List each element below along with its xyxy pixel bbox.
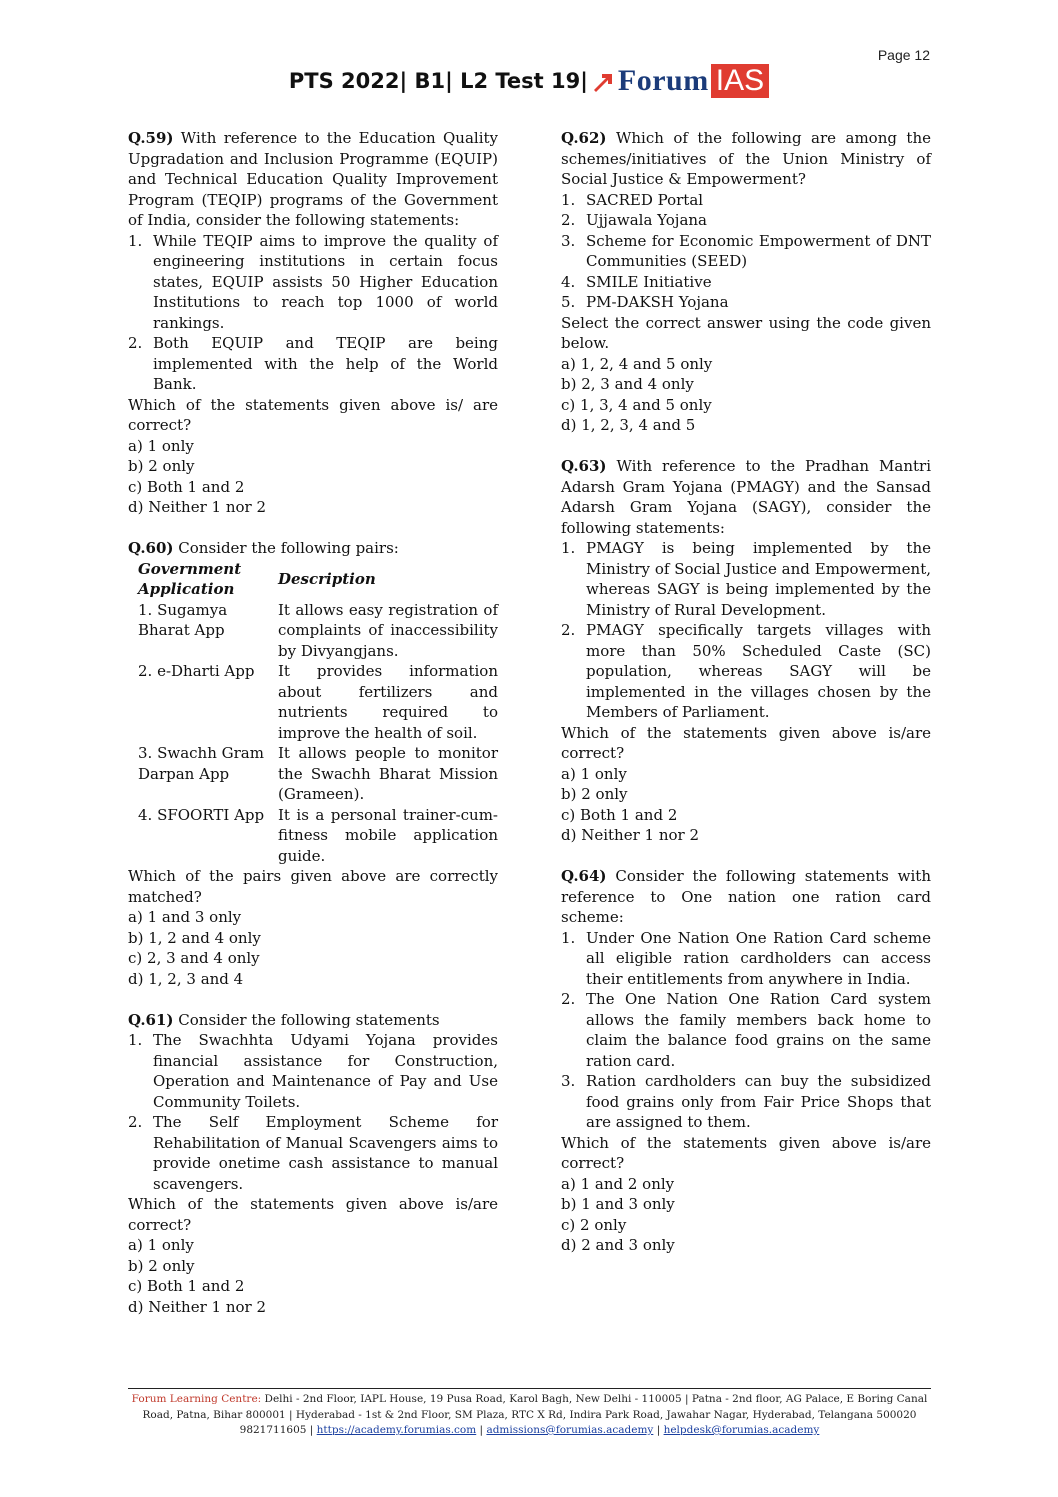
question-stem: With reference to the Pradhan Mantri Adarsh Gram Yojana (PMAGY) and the Sansad Adarsh Gram Yojana (SAGY), consider the following statements:: [561, 457, 931, 537]
column-header-application: Government Application: [138, 559, 242, 598]
left-column: [128, 128, 498, 1338]
admissions-email-link[interactable]: admissions@forumias.academy: [486, 1424, 654, 1436]
option-a: a) 1, 2, 4 and 5 only: [561, 354, 713, 373]
column-header-description: Description: [278, 569, 376, 588]
page-number: Page 12: [877, 47, 930, 63]
question-number: Q.62): [561, 129, 607, 147]
footer-label: Forum Learning Centre:: [131, 1393, 262, 1405]
option-b: b) 2 only: [128, 1256, 195, 1275]
statement-list: [128, 231, 498, 395]
question-ask: Which of the statements given above is/ are correct?: [128, 395, 498, 434]
option-c: c) 2, 3 and 4 only: [128, 949, 260, 967]
list-item: 2. The Self Employment Scheme for Rehabilitation of Manual Scavengers aims to provide onetime cash assistance to manual scavengers.: [128, 1113, 498, 1193]
list-item: 1. PMAGY is being implemented by the Ministry of Social Justice and Empowerment, whereas SAGY is being implemented by the Ministry of Rural Development.: [561, 539, 931, 619]
table-header-row: [128, 559, 498, 600]
statement-list: [561, 538, 931, 723]
list-item: 2. Both EQUIP and TEQIP are being implemented with the help of the World Bank.: [128, 334, 498, 393]
page-footer: Forum Learning Centre: Delhi - 2nd Floor, IAPL House, 19 Pusa Road, Karol Bagh, New Delhi - 110005 | Patna - 2nd floor, AG Palace, E Boring Canal Road, Patna, Bihar 800001 | Hyderabad - 1st & 2nd Floor, SM Plaza, RTC X Rd, Indira Park Road, Jawahar Nagar, Hyderabad, Telangana 500020 9821711605 | https://academy.forumias.com | admissions@forumias.academy | helpdesk@forumias.academy: [128, 1388, 931, 1439]
list-item: 4. SMILE Initiative: [561, 272, 712, 291]
option-c: c) Both 1 and 2: [128, 1277, 245, 1295]
footer-address: Delhi - 2nd Floor, IAPL House, 19 Pusa Road, Karol Bagh, New Delhi - 110005 | Patna - 2nd floor, AG Palace, E Boring Canal Road, Patna, Bihar 800001 | Hyderabad - 1st & 2nd Floor, SM Plaza, RTC X Rd, Indira Park Road, Jawahar Nagar, Hyderabad, Telangana 500020: [142, 1393, 928, 1421]
question-ask: Which of the statements given above is/are correct?: [128, 1195, 498, 1234]
question-59: [128, 128, 498, 518]
option-a: a) 1 and 3 only: [128, 908, 242, 926]
question-64: [561, 866, 931, 1256]
option-a: a) 1 only: [128, 1236, 194, 1254]
table-row: 4. SFOORTI App It is a personal trainer-cum-fitness mobile application guide.: [138, 805, 498, 865]
question-stem: Which of the following are among the schemes/initiatives of the Union Ministry of Social Justice & Empowerment?: [561, 129, 931, 188]
question-ask: Select the correct answer using the code given below.: [561, 313, 931, 352]
option-d: d) 2 and 3 only: [561, 1236, 675, 1254]
list-item: 2. PMAGY specifically targets villages with more than 50% Scheduled Caste (SC) population, whereas SAGY will be implemented in the villages chosen by the Members of Parliament.: [561, 621, 931, 721]
list-item: 2. The One Nation One Ration Card system allows the family members back home to claim the balance food grains on the same ration card.: [561, 990, 931, 1070]
list-item: 1. SACRED Portal: [561, 190, 704, 209]
list-item: 2. Ujjawala Yojana: [561, 211, 708, 229]
test-title: PTS 2022| B1| L2 Test 19|: [288, 69, 588, 93]
logo-ias-text: IAS: [711, 64, 769, 98]
table-row: 2. e-Dharti App It provides information about fertilizers and nutrients required to improve the health of soil.: [138, 662, 498, 742]
academy-link[interactable]: https://academy.forumias.com: [316, 1424, 477, 1436]
question-61: [128, 1010, 498, 1318]
footer-phone: 9821711605 |: [239, 1424, 317, 1436]
question-stem: With reference to the Education Quality Upgradation and Inclusion Programme (EQUIP) and Technical Education Quality Improvement Program (TEQIP) programs of the Government of India, consider the following statements:: [128, 129, 498, 229]
question-number: Q.64): [561, 867, 607, 885]
list-item: 5. PM-DAKSH Yojana: [561, 293, 729, 311]
option-b: b) 1 and 3 only: [561, 1195, 675, 1213]
helpdesk-email-link[interactable]: helpdesk@forumias.academy: [663, 1424, 820, 1436]
option-b: b) 2 only: [128, 457, 195, 475]
question-ask: Which of the pairs given above are correctly matched?: [128, 867, 498, 906]
option-a: a) 1 only: [561, 764, 627, 783]
page-header: [0, 64, 1058, 98]
list-item: 3. Scheme for Economic Empowerment of DNT Communities (SEED): [561, 231, 931, 270]
option-b: b) 2 only: [561, 785, 628, 803]
forumias-logo: [592, 64, 769, 98]
option-a: a) 1 and 2 only: [561, 1174, 675, 1193]
statement-list: [561, 928, 931, 1133]
list-item: 1. While TEQIP aims to improve the quality of engineering institutions in certain focus states, EQUIP assists 50 Higher Education Institutions to reach top 1000 of world rankings.: [128, 231, 498, 332]
question-60: [128, 538, 498, 989]
table-row: 3. Swachh Gram Darpan App It allows people to monitor the Swachh Bharat Mission (Grameen).: [138, 744, 498, 803]
question-ask: Which of the statements given above is/are correct?: [561, 1133, 931, 1172]
list-item: 3. Ration cardholders can buy the subsidized food grains only from Fair Price Shops that are assigned to them.: [561, 1072, 931, 1131]
pairs-table: [128, 559, 498, 867]
question-number: Q.59): [128, 129, 174, 147]
right-column: [561, 128, 931, 1276]
option-d: d) Neither 1 nor 2: [561, 826, 700, 844]
question-stem: Consider the following pairs:: [173, 539, 399, 557]
option-d: d) Neither 1 nor 2: [128, 498, 267, 516]
option-c: c) 2 only: [561, 1215, 627, 1234]
question-ask: Which of the statements given above is/are correct?: [561, 723, 931, 762]
logo-forum-text: Forum: [617, 64, 709, 97]
option-d: d) 1, 2, 3 and 4: [128, 969, 244, 988]
question-63: [561, 456, 931, 846]
option-c: c) 1, 3, 4 and 5 only: [561, 395, 712, 414]
question-stem: Consider the following statements: [173, 1010, 440, 1029]
question-number: Q.63): [561, 457, 607, 475]
statement-list: [561, 190, 931, 313]
question-number: Q.60): [128, 539, 174, 557]
option-d: d) 1, 2, 3, 4 and 5: [561, 416, 696, 434]
table-row: 1. Sugamya Bharat App It allows easy registration of complaints of inaccessibility by Divyangjans.: [138, 600, 498, 660]
question-62: [561, 128, 931, 436]
question-number: Q.61): [128, 1010, 174, 1029]
statement-list: [128, 1030, 498, 1194]
option-b: b) 1, 2 and 4 only: [128, 928, 261, 947]
list-item: 1. Under One Nation One Ration Card scheme all eligible ration cardholders can access their entitlements from anywhere in India.: [561, 928, 931, 988]
option-c: c) Both 1 and 2: [128, 477, 245, 496]
option-b: b) 2, 3 and 4 only: [561, 375, 694, 393]
logo-arrow-icon: [592, 70, 614, 92]
option-d: d) Neither 1 nor 2: [128, 1297, 267, 1316]
question-stem: Consider the following statements with reference to One nation one ration card scheme:: [561, 867, 931, 926]
list-item: 1. The Swachhta Udyami Yojana provides financial assistance for Construction, Operation and Maintenance of Pay and Use Community Toilets.: [128, 1031, 498, 1111]
option-a: a) 1 only: [128, 436, 194, 455]
option-c: c) Both 1 and 2: [561, 805, 678, 824]
